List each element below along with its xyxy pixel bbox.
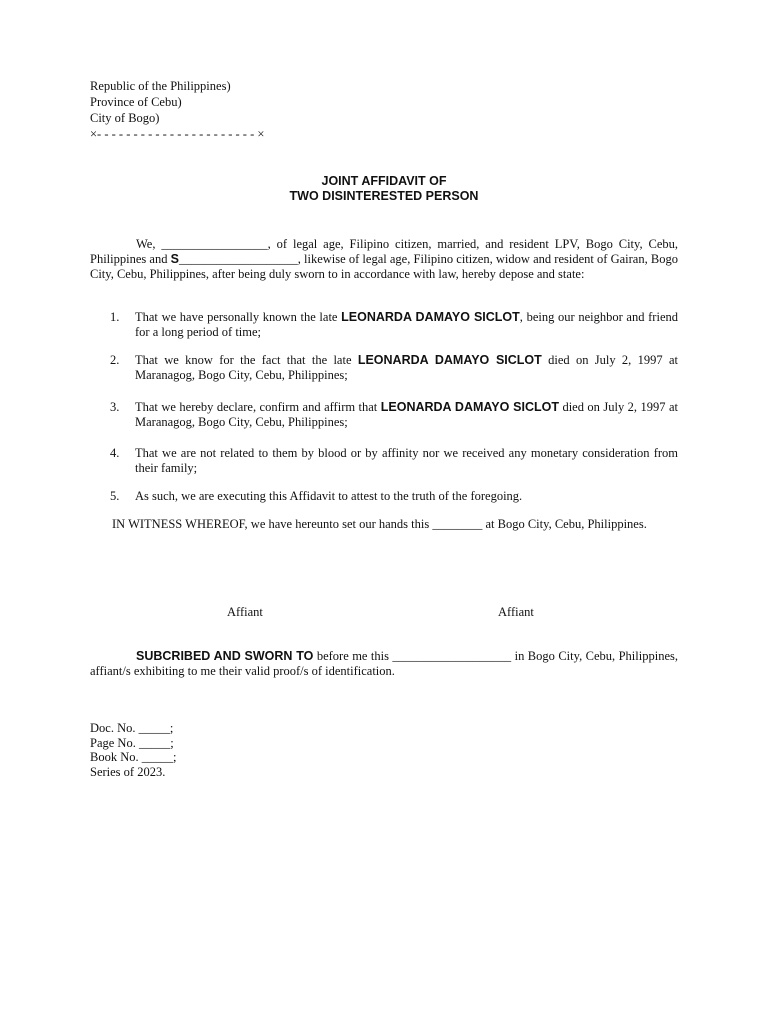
deceased-name: LEONARDA DAMAYO SICLOT xyxy=(341,310,520,324)
list-item-text: That we are not related to them by blood or by affinity nor we received any monetary consideration from their family; xyxy=(135,446,678,475)
venue-city: City of Bogo) xyxy=(90,111,160,125)
deceased-name: LEONARDA DAMAYO SICLOT xyxy=(380,400,559,414)
jurat-text: before me this ___________________ in Bogo City, Cebu, Philippines, affiant/s exhibiting to me their valid proof/s of identification. xyxy=(90,649,678,678)
intro-paragraph xyxy=(90,237,678,282)
list-item-number: 5. xyxy=(110,489,120,503)
book-number: Book No. _____; xyxy=(90,750,177,764)
affiant-label-right: Affiant xyxy=(498,605,534,619)
venue-republic: Republic of the Philippines) xyxy=(90,79,231,93)
intro-part-1: We, _________________, of legal age, Filipino citizen, married, and resident LPV, Bogo City, Cebu, Philippines and xyxy=(90,237,678,266)
item-text-pre: That we have personally known the late xyxy=(135,310,342,324)
item-text-post: , being our neighbor and friend for a long period of time; xyxy=(135,310,678,339)
list-item xyxy=(110,310,678,340)
list-item-text xyxy=(135,400,678,430)
witness-paragraph: IN WITNESS WHEREOF, we have hereunto set our hands this ________ at Bogo City, Cebu, Philippines. xyxy=(112,517,647,531)
deceased-name: LEONARDA DAMAYO SICLOT xyxy=(357,353,542,367)
venue-province: Province of Cebu) xyxy=(90,95,182,109)
item-text-post: died on July 2, 1997 at Maranagog, Bogo City, Cebu, Philippines; xyxy=(135,400,678,429)
title-line-2: TWO DISINTERESTED PERSON xyxy=(289,189,479,203)
list-item-number: 4. xyxy=(110,446,120,460)
item-text-post: died on July 2, 1997 at Maranagog, Bogo City, Cebu, Philippines; xyxy=(135,353,678,382)
item-text-pre: That we hereby declare, confirm and affirm that xyxy=(135,400,381,414)
venue-block xyxy=(90,78,264,142)
list-item xyxy=(110,353,678,383)
list-item-text xyxy=(135,353,678,383)
venue-separator: ×- - - - - - - - - - - - - - - - - - - - - - × xyxy=(90,127,265,141)
intro-part-2: ___________________, likewise of legal age, Filipino citizen, widow and resident of Gairan, Bogo City, Cebu, Philippines, after being duly sworn to in accordance with law, hereby depose and state: xyxy=(90,252,678,281)
document-title xyxy=(0,174,768,204)
list-item-number: 3. xyxy=(110,400,120,414)
list-item xyxy=(110,446,678,476)
affiant-label-left: Affiant xyxy=(227,605,263,619)
doc-number: Doc. No. _____; xyxy=(90,721,174,735)
title-line-1: JOINT AFFIDAVIT OF xyxy=(321,174,447,188)
intro-bold-initial: S xyxy=(170,252,179,266)
list-item xyxy=(110,489,678,505)
list-item xyxy=(110,400,678,430)
jurat-heading: SUBCRIBED AND SWORN TO xyxy=(136,649,314,663)
list-item-number: 1. xyxy=(110,310,120,324)
list-item-number: 2. xyxy=(110,353,120,367)
series-year: Series of 2023. xyxy=(90,764,166,779)
notarial-register xyxy=(90,721,176,779)
jurat-paragraph xyxy=(90,649,678,679)
item-text-pre: That we know for the fact that the late xyxy=(135,353,358,367)
page-number: Page No. _____; xyxy=(90,735,174,750)
list-item-text: As such, we are executing this Affidavit to attest to the truth of the foregoing. xyxy=(135,489,523,503)
list-item-text xyxy=(135,310,678,340)
